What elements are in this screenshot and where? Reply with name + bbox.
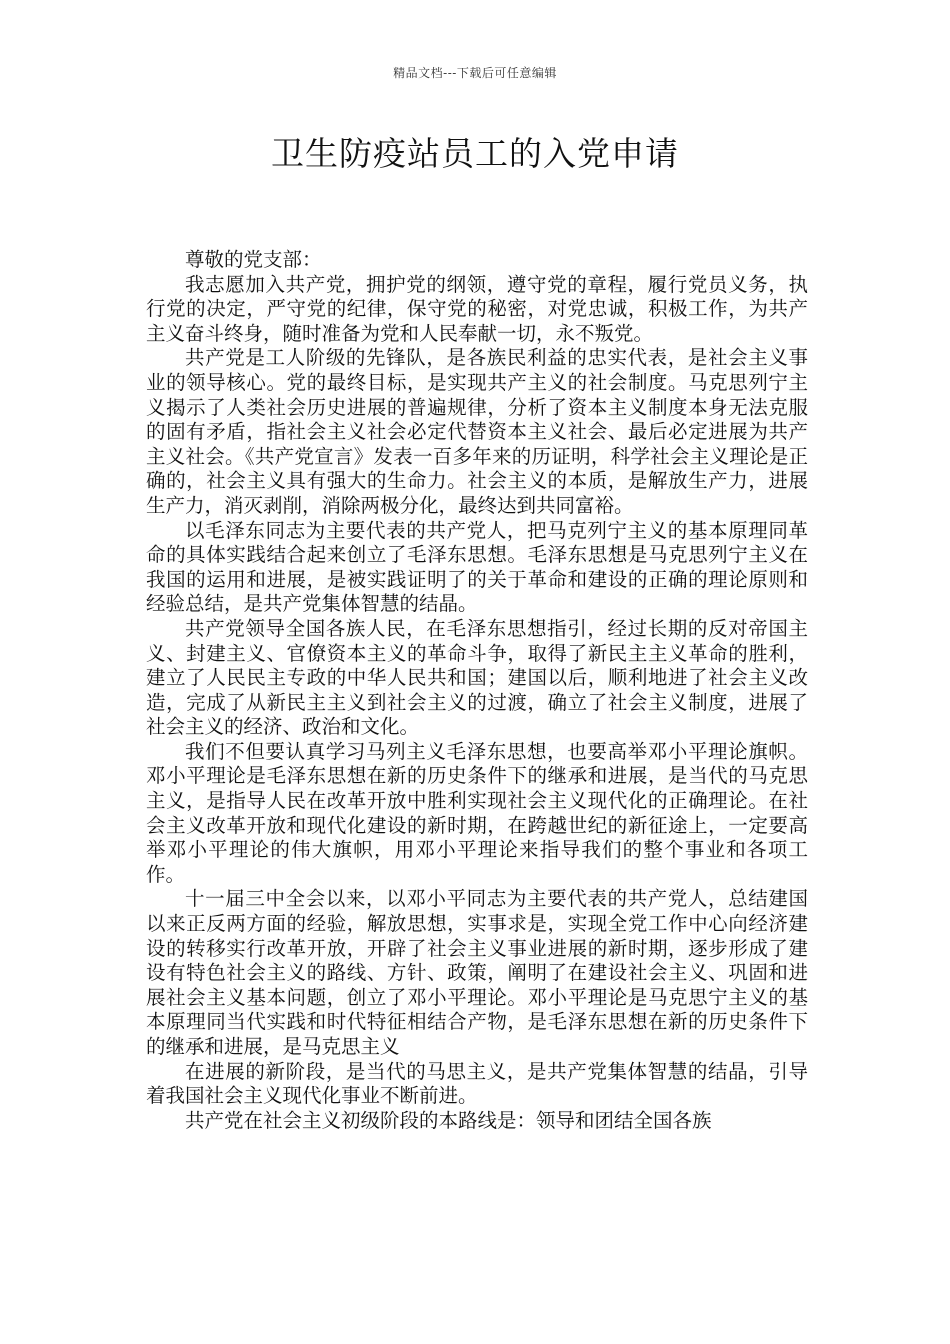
paragraph-1: 我志愿加入共产党，拥护党的纲领，遵守党的章程，履行党员义务，执行党的决定，严守党的纪律，保守党的秘密，对党忠诚，积极工作，为共产主义奋斗终身，随时准备为党和人民奉献一切，永不叛党。	[146, 272, 808, 345]
document-title: 卫生防疫站员工的入党申请	[271, 134, 679, 173]
paragraph-2: 共产党是工人阶级的先锋队，是各族民利益的忠实代表，是社会主义事业的领导核心。党的最终目标，是实现共产主义的社会制度。马克思列宁主义揭示了人类社会历史进展的普遍规律，分析了资本主义制度本身无法克服的固有矛盾，指社会主义社会必定代替资本主义社会、最后必定进展为共产主义社会。《共产党宣言》发表一百多年来的历证明，科学社会主义理论是正确的，社会主义具有强大的生命力。社会主义的本质，是解放生产力，进展生产力，消灭剥削，消除两极分化，最终达到共同富裕。	[146, 346, 808, 517]
paragraph-6: 十一届三中全会以来，以邓小平同志为主要代表的共产党人，总结建国以来正反两方面的经验，解放思想，实事求是，实现全党工作中心向经济建设的转移实行改革开放，开辟了社会主义事业进展的新时期，逐步形成了建设有特色社会主义的路线、方针、政策，阐明了在建设社会主义、巩固和进展社会主义基本问题，创立了邓小平理论。邓小平理论是马克思宁主义的基本原理同当代实践和时代特征相结合产物，是毛泽东思想在新的历史条件下的继承和进展，是马克思主义	[146, 887, 808, 1058]
paragraph-5: 我们不但要认真学习马列主义毛泽东思想，也要高举邓小平理论旗帜。邓小平理论是毛泽东思想在新的历史条件下的继承和进展，是当代的马克思主义，是指导人民在改革开放中胜利实现社会主义现代化的正确理论。在社会主义改革开放和现代化建设的新时期，在跨越世纪的新征途上，一定要高举邓小平理论的伟大旗帜，用邓小平理论来指导我们的整个事业和各项工作。	[146, 739, 808, 886]
header-note: 精品文档---下载后可任意编辑	[393, 66, 557, 80]
paragraph-8: 共产党在社会主义初级阶段的本路线是：领导和团结全国各族	[185, 1108, 712, 1132]
paragraph-4: 共产党领导全国各族人民，在毛泽东思想指引，经过长期的反对帝国主义、封建主义、官僚资本主义的革命斗争，取得了新民主主义革命的胜利，建立了人民民主专政的中华人民共和国；建国以后，顺利地进了社会主义改造，完成了从新民主主义到社会主义的过渡，确立了社会主义制度，进展了社会主义的经济、政治和文化。	[146, 616, 808, 739]
paragraph-7: 在进展的新阶段，是当代的马思主义，是共产党集体智慧的结晶，引导着我国社会主义现代化事业不断前进。	[146, 1059, 808, 1108]
salutation: 尊敬的党支部：	[185, 248, 322, 271]
document-body	[146, 248, 808, 1133]
paragraph-3: 以毛泽东同志为主要代表的共产党人，把马克列宁主义的基本原理同革命的具体实践结合起来创立了毛泽东思想。毛泽东思想是马克思列宁主义在我国的运用和进展，是被实践证明了的关于革命和建设的正确的理论原则和经验总结，是共产党集体智慧的结晶。	[146, 518, 808, 616]
